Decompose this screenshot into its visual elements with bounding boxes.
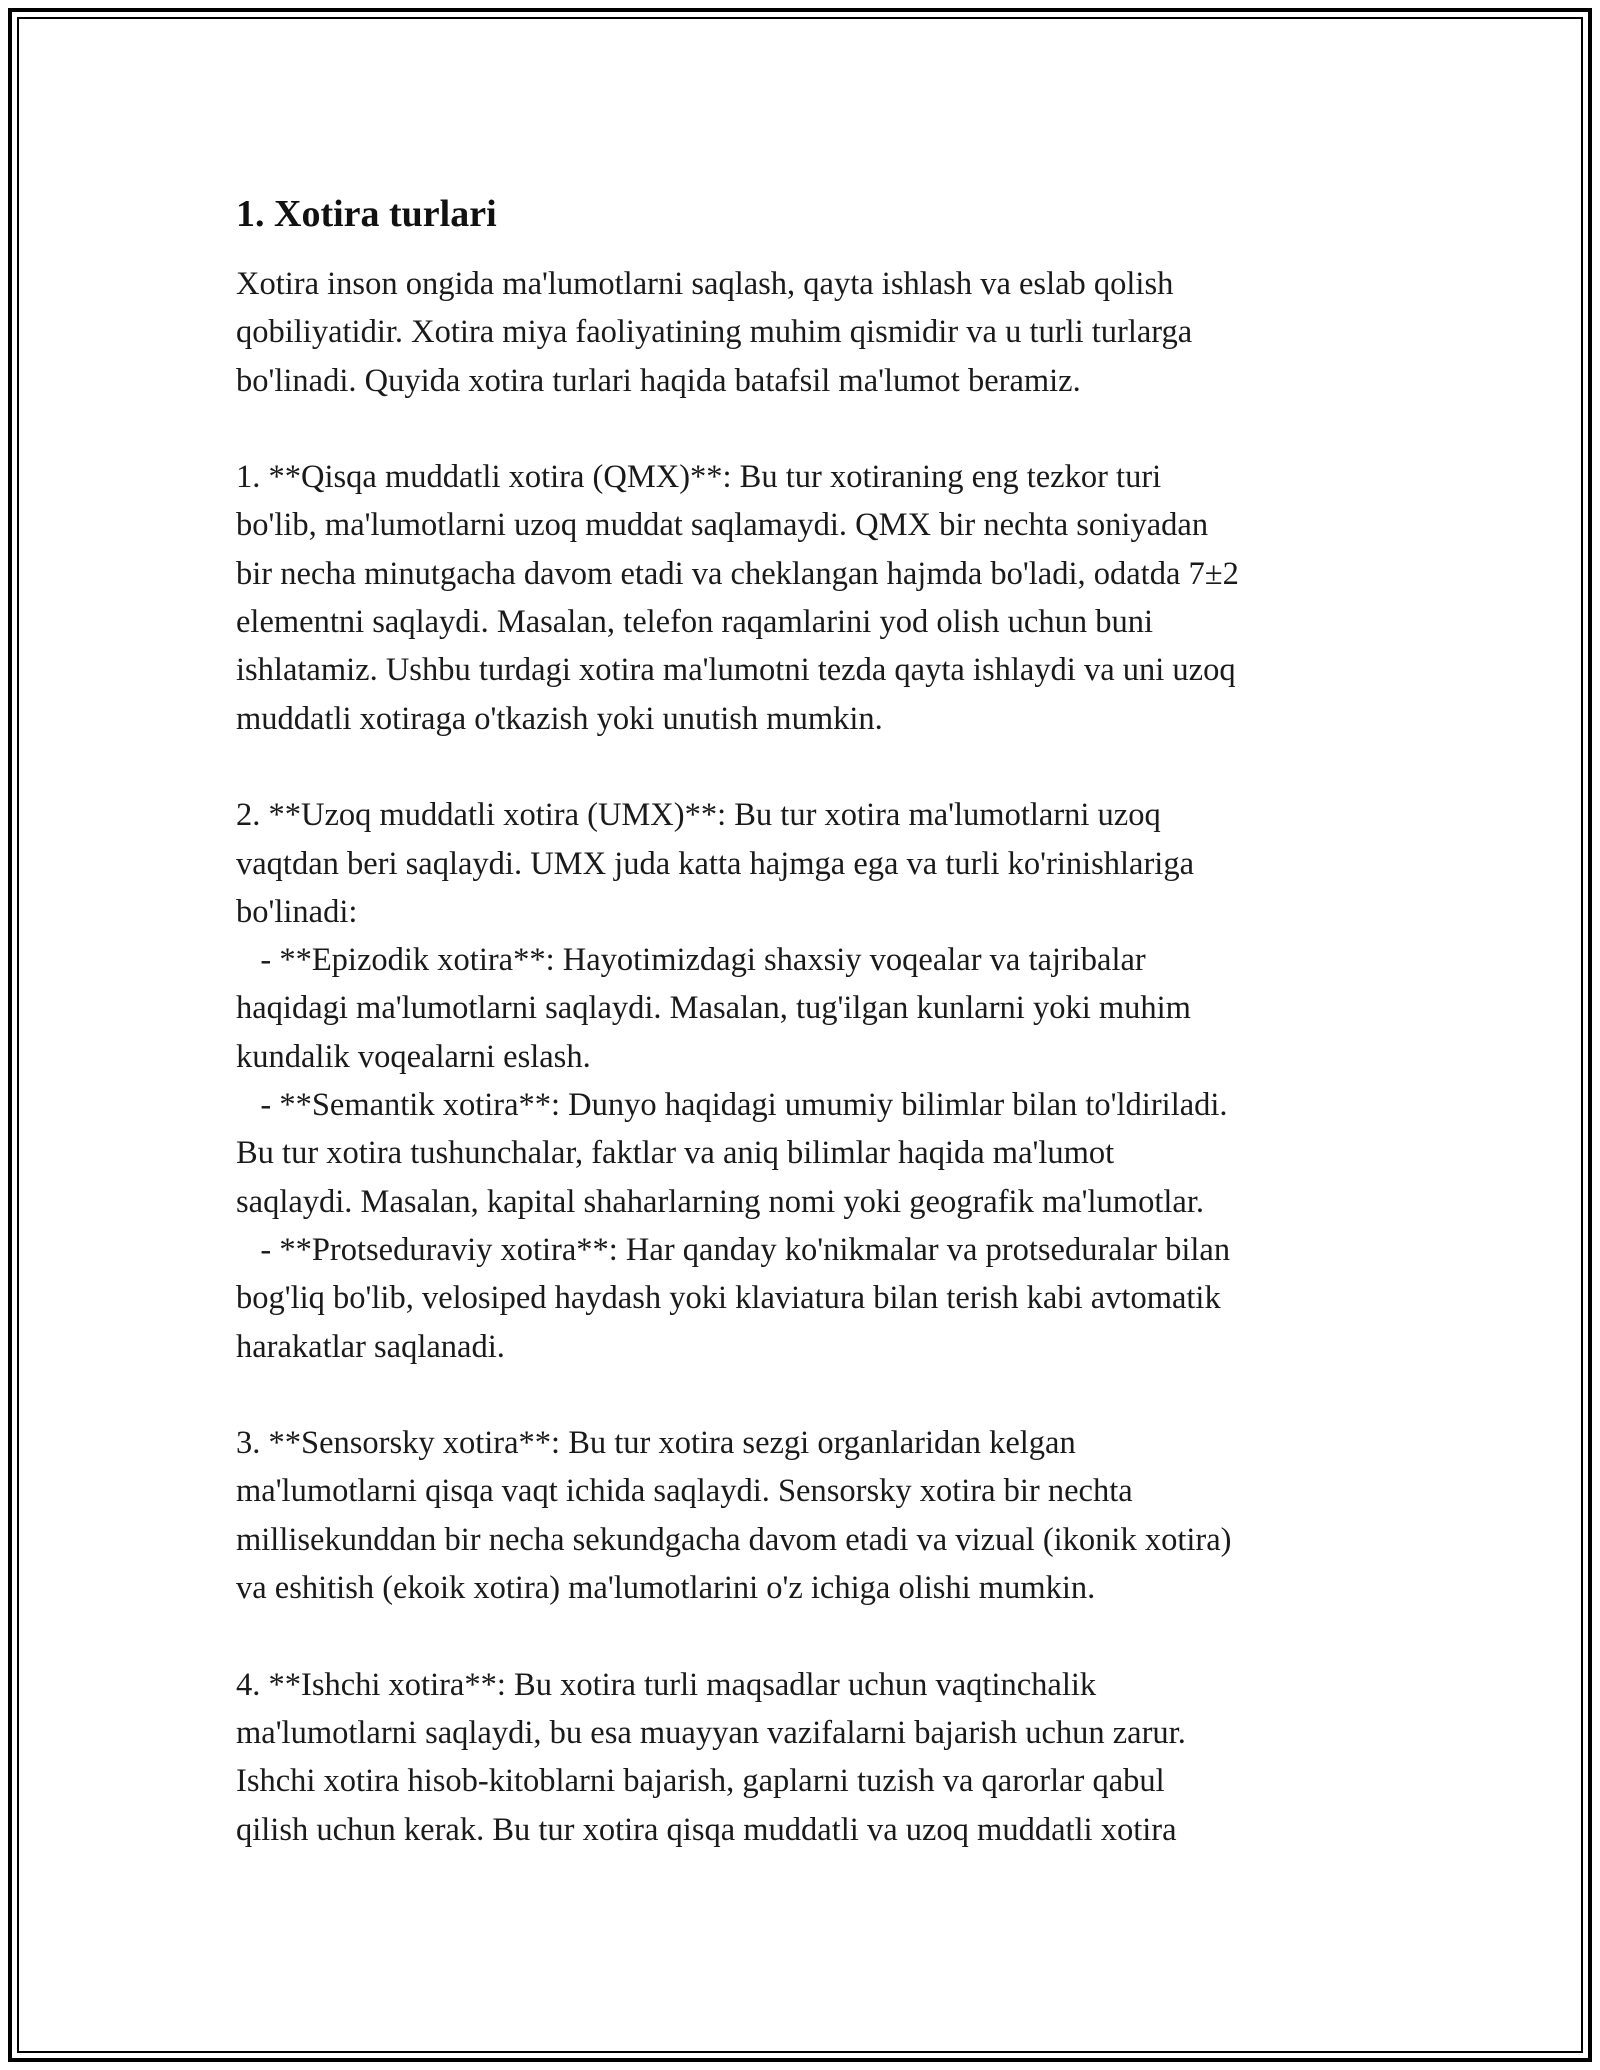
text-line: ishlatamiz. Ushbu turdagi xotira ma'lumotni tezda qayta ishlaydi va uni uzoq [236, 652, 1236, 689]
text-line: bo'lib, ma'lumotlarni uzoq muddat saqlamaydi. QMX bir nechta soniyadan [236, 507, 1209, 544]
text-line: 1. **Qisqa muddatli xotira (QMX)**: Bu tur xotiraning eng tezkor turi [236, 459, 1162, 496]
text-line: elementni saqlaydi. Masalan, telefon raqamlarini yod olish uchun buni [236, 604, 1153, 641]
blank-line [236, 743, 1376, 791]
text-line: saqlaydi. Masalan, kapital shaharlarning nomi yoki geografik ma'lumotlar. [236, 1183, 1204, 1220]
text-line: 2. **Uzoq muddatli xotira (UMX)**: Bu tur xotira ma'lumotlarni uzoq [236, 797, 1161, 834]
text-line: vaqtdan beri saqlaydi. UMX juda katta hajmga ega va turli ko'rinishlariga [236, 845, 1195, 882]
text-line: bo'linadi. Quyida xotira turlari haqida batafsil ma'lumot beramiz. [236, 362, 1081, 399]
blank-line [236, 1612, 1376, 1660]
text-line: bir necha minutgacha davom etadi va cheklangan hajmda bo'ladi, odatda 7±2 [236, 555, 1239, 592]
text-line: millisekunddan bir necha sekundgacha davom etadi va vizual (ikonik xotira) [236, 1521, 1232, 1558]
text-line: - **Epizodik xotira**: Hayotimizdagi shaxsiy voqealar va tajribalar [236, 942, 1146, 979]
text-line: muddatli xotiraga o'tkazish yoki unutish mumkin. [236, 700, 883, 737]
text-line: 4. **Ishchi xotira**: Bu xotira turli maqsadlar uchun vaqtinchalik [236, 1666, 1097, 1703]
text-line: Xotira inson ongida ma'lumotlarni saqlash, qayta ishlash va eslab qolish [236, 266, 1174, 302]
text-lines [236, 260, 1376, 1854]
text-line: Ishchi xotira hisob-kitoblarni bajarish, gaplarni tuzish va qarorlar qabul [236, 1763, 1165, 1800]
text-line: bog'liq bo'lib, velosiped haydash yoki klaviatura bilan terish kabi avtomatik [236, 1280, 1221, 1317]
text-line: - **Protseduraviy xotira**: Har qanday ko'nikmalar va protseduralar bilan [236, 1231, 1231, 1268]
text-line: va eshitish (ekoik xotira) ma'lumotlarini o'z ichiga olishi mumkin. [236, 1570, 1096, 1607]
text-line: haqidagi ma'lumotlarni saqlaydi. Masalan, tug'ilgan kunlarni yoki muhim [236, 990, 1191, 1027]
text-line: qobiliyatidir. Xotira miya faoliyatining muhim qismidir va u turli turlarga [236, 314, 1193, 351]
blank-line [236, 405, 1376, 453]
text-line: ma'lumotlarni saqlaydi, bu esa muayyan vazifalarni bajarish uchun zarur. [236, 1714, 1186, 1751]
document-body [236, 190, 1376, 1854]
text-line: qilish uchun kerak. Bu tur xotira qisqa muddatli va uzoq muddatli xotira [236, 1811, 1177, 1848]
text-line: ma'lumotlarni qisqa vaqt ichida saqlaydi. Sensorsky xotira bir nechta [236, 1473, 1133, 1510]
text-line: kundalik voqealarni eslash. [236, 1038, 591, 1075]
text-line: 3. **Sensorsky xotira**: Bu tur xotira sezgi organlaridan kelgan [236, 1425, 1076, 1462]
text-line: Bu tur xotira tushunchalar, faktlar va aniq bilimlar haqida ma'lumot [236, 1135, 1115, 1172]
text-line: - **Semantik xotira**: Dunyo haqidagi umumiy bilimlar bilan to'ldiriladi. [236, 1087, 1228, 1124]
text-line: harakatlar saqlanadi. [236, 1328, 505, 1365]
section-heading: 1. Xotira turlari [236, 193, 497, 235]
text-line: bo'linadi: [236, 893, 358, 930]
blank-line [236, 1371, 1376, 1419]
